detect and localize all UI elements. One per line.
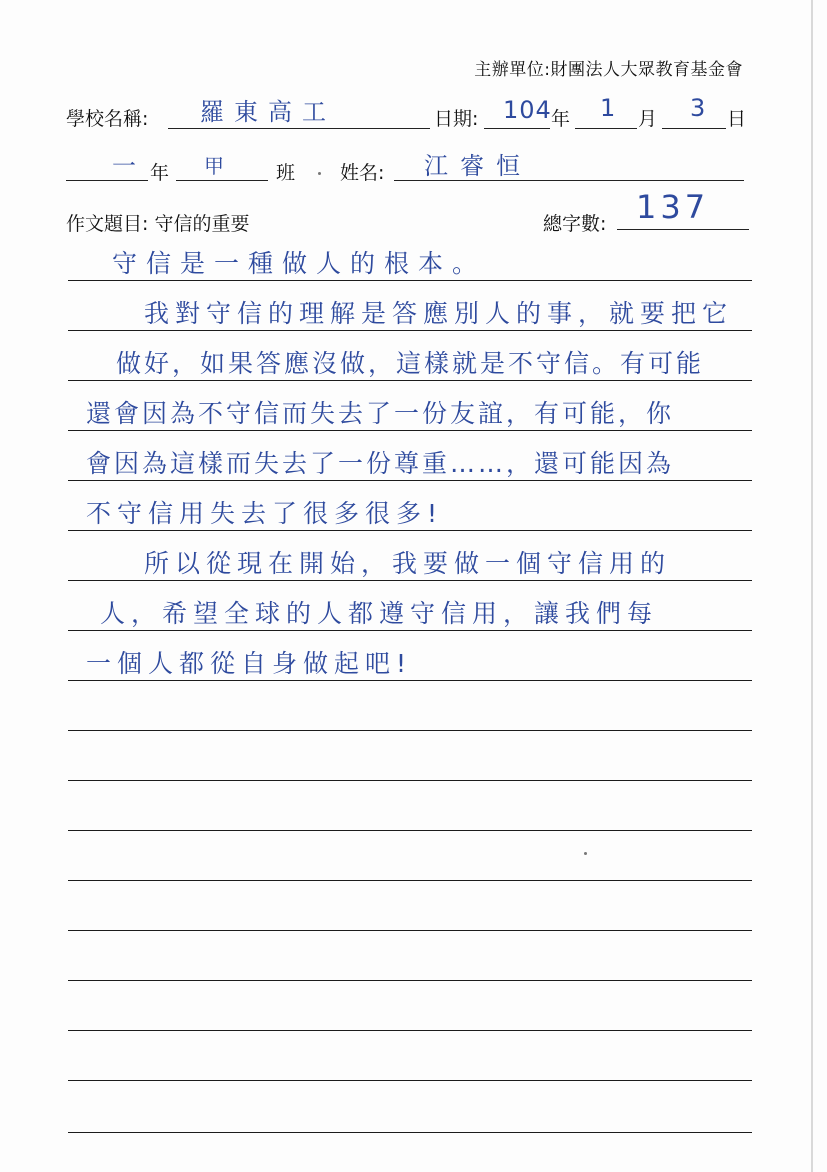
wordcount-label: 總字數: [543,213,607,235]
essay-line: 一個人都從自身做起吧! [86,649,413,678]
school-value: 羅東高工 [200,98,336,126]
name-value: 江睿恒 [424,152,532,180]
month-underline [575,128,637,129]
essay-line: 所以從現在開始，我要做一個守信用的 [144,549,672,578]
school-underline [168,128,430,129]
essay-line: 還會因為不守信而失去了一份友誼，有可能，你 [86,399,675,428]
day-value: 3 [690,94,709,122]
essay-line: 不守信用失去了很多很多! [86,499,444,528]
topic-label: 作文題目: 守信的重要 [66,213,250,235]
writing-line [68,430,752,431]
organizer-label: 主辦單位:財團法人大眾教育基金會 [474,60,743,80]
month-value: 1 [600,94,619,122]
school-label: 學校名稱: [66,108,149,130]
writing-line [68,880,752,881]
class-value: 甲 [204,154,227,178]
writing-line [68,930,752,931]
writing-line [68,280,752,281]
year-value: 104 [503,96,552,124]
wordcount-underline [617,229,749,230]
essay-line: 會因為這樣而失去了一份尊重……，還可能因為 [86,449,675,478]
essay-line: 我對守信的理解是答應別人的事，就要把它 [144,299,734,328]
writing-line [68,330,752,331]
year-underline [484,128,550,129]
name-label: 姓名: [340,162,385,184]
writing-line [68,1080,752,1081]
writing-line [68,1030,752,1031]
date-label: 日期: [434,108,479,130]
essay-line: 做好，如果答應沒做，這樣就是不守信。有可能 [116,349,705,378]
writing-line [68,580,752,581]
writing-line [68,730,752,731]
scan-edge [811,0,813,1172]
day-label: 日 [727,108,747,130]
scan-speck [584,852,587,855]
writing-line [68,530,752,531]
writing-line [68,1132,752,1133]
essay-line: 人，希望全球的人都遵守信用，讓我們每 [100,599,659,628]
month-label: 月 [638,108,658,130]
year-label: 年 [551,108,571,130]
scan-speck [318,172,321,175]
writing-line [68,830,752,831]
writing-line [68,680,752,681]
writing-line [68,980,752,981]
writing-line [68,630,752,631]
day-underline [662,128,726,129]
writing-line [68,380,752,381]
class-label: 班 [276,162,296,184]
grade-label: 年 [150,162,170,184]
grade-value: 一 [112,152,139,180]
essay-line: 守信是一種做人的根本。 [112,249,487,278]
writing-line [68,780,752,781]
writing-line [68,480,752,481]
wordcount-value: 137 [636,188,710,226]
class-underline [176,180,268,181]
